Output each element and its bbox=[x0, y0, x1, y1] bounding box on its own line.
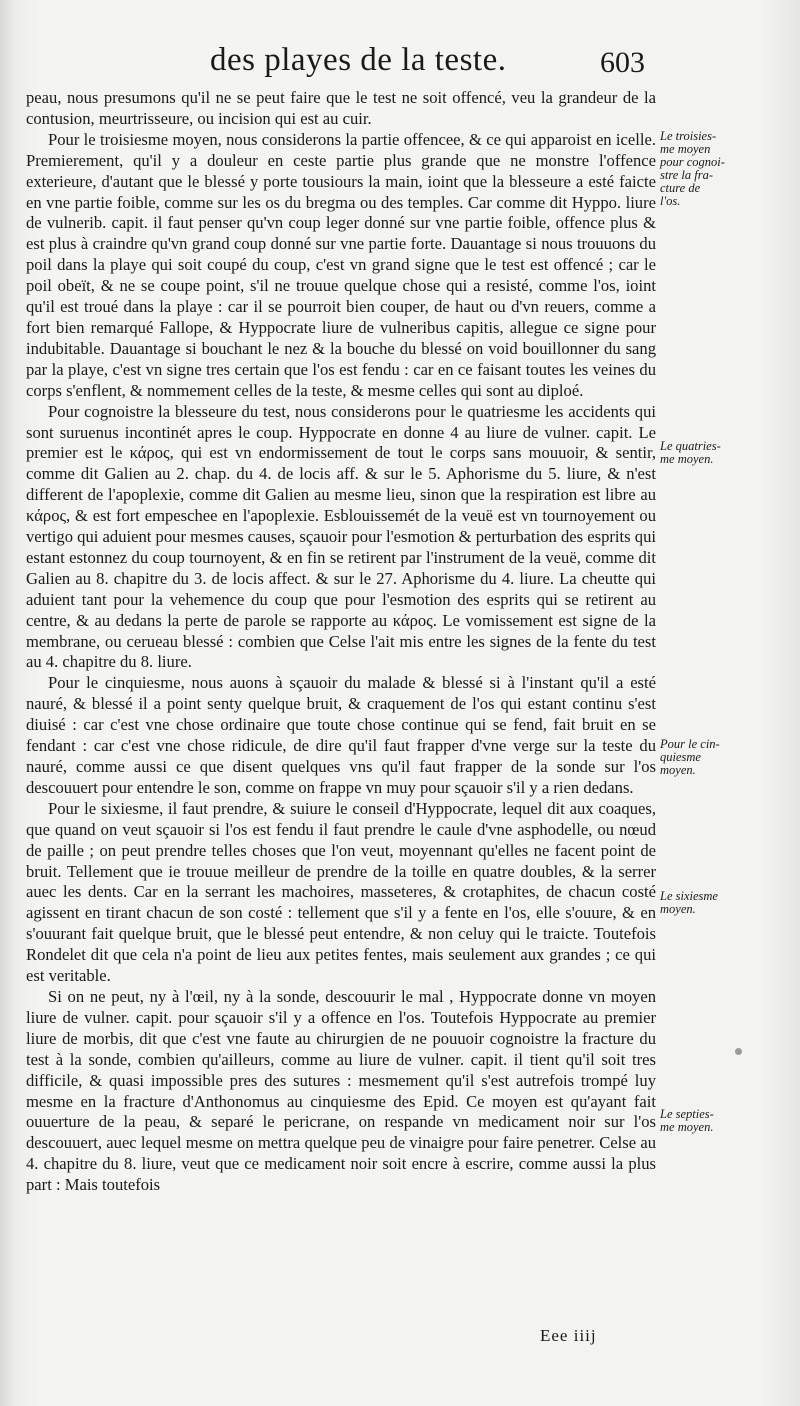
paragraph-third-means: Pour le troisiesme moyen, nous considerons la partie offencee, & ce qui apparoist en icelle. Premierement, qu'il y a douleur en ceste partie plus grande que ne monstre l'offence exterieure, d'autant que le blessé y porte tousiours la main, ioint que la blesseure a esté faicte en vne partie foible, comme sur les os du bregma ou des temples. Car comme dit Hyppo. liure de vulnerib. capit. il faut penser qu'vn coup leger donné sur vne partie foible, offence plus & est plus à craindre qu'vn grand coup donné sur vne partie forte. Dauantage si nous trouuons du poil dans la playe qui soit coupé du coup, c'est vn grand signe que le test est offencé ; car le poil obeït, & ne se coupe point, s'il ne trouue quelque chose qui a resisté, comme l'os, ioint qu'il est troué dans la playe : car il se pourroit bien couper, de haut ou d'vn reuers, comme a fort bien remarqué Fallope, & Hyppocrate liure de vulneribus capitis, allegue ce signe pour indubitable. Dauantage si bouchant le nez & la bouche du blessé on void bouillonner du sang par la playe, c'est vn signe tres certain que l'os est fendu : car en ce faisant toutes les veines du corps s'enflent, & nommement celles de la teste, & mesme celles qui sont au diploé. bbox=[26, 129, 656, 400]
page-number: 603 bbox=[600, 46, 645, 79]
paragraph-continuation: peau, nous presumons qu'il ne se peut faire que le test ne soit offencé, veu la grandeur de la contusion, meurtrisseure, ou incision qui est au cuir. bbox=[26, 88, 656, 128]
paragraph-seventh-means: Si on ne peut, ny à l'œil, ny à la sonde, descouurir le mal , Hyppocrate donne vn moyen liure de vulner. capit. pour sçauoir s'il y a offence en l'os. Toutefois Hyppocrate au premier liure de morbis, dit que c'est vne faute au chirurgien de ne pouuoir cognoistre la fracture du test à la sonde, combien qu'ailleurs, comme au liure de vulner. capit. il tient qu'il soit tres difficile, & quasi impossible pres des sutures : mesmement qu'il s'est autrefois trompé luy mesme en la fracture d'Anthonomus au cinquiesme des Epid. Ce moyen est qu'ayant fait ouuerture de la peau, & separé le pericrane, on respande vn medicament noir sur l'os descouuert, auec lequel mesme on mettra quelque peu de vinaigre pour faire penetrer. Celse au 4. chapitre du 8. liure, veut que ce medicament noir soit encre à escrire, comme aussi la plus part : Mais toutefois bbox=[26, 986, 656, 1195]
margin-note-fourth: Le quatries- me moyen. bbox=[660, 439, 721, 466]
paper-speck bbox=[735, 1048, 742, 1055]
main-text-block bbox=[26, 88, 656, 1196]
margin-note-sixth: Le sixiesme moyen. bbox=[660, 889, 718, 916]
margin-notes bbox=[660, 0, 800, 1406]
signature-mark: Eee iiij bbox=[540, 1326, 597, 1345]
margin-note-third: Le troisies- me moyen pour cognoi- stre la fra- cture de l'os. bbox=[660, 129, 725, 208]
margin-note-fifth: Pour le cin- quiesme moyen. bbox=[660, 737, 720, 777]
paragraph-fifth-means: Pour le cinquiesme, nous auons à sçauoir du malade & blessé si à l'instant qu'il a esté nauré, & blessé il a point senty quelque bruit, & craquement de l'os qui estant continu s'est diuisé : car c'est vne chose ordinaire que toute chose continue qui se fend, fait bruit en se fendant : car c'est vne chose ridicule, de dire qu'il faut frapper d'vne verge sur la teste du nauré, comme aussi ce que disent quelques vns qu'il faut frapper de la sonde sur l'os descouuert pour entendre le son, comme on frappe vn muy pour sçauoir s'il y a rien dedans. bbox=[26, 673, 656, 797]
paragraph-fourth-means: Pour cognoistre la blesseure du test, nous considerons pour le quatriesme les accidents qui sont suruenus incontinét apres le coup. Hyppocrate en donne 4 au liure de vulner. capit. Le premier est le κάρος, qui est vn endormissement de tout le corps sans mouuoir, & sentir, comme dit Galien au 2. chap. du 4. de locis aff. & sur le 5. Aphorisme du 5. liure, & n'est different de l'apoplexie, comme dit Galien au mesme lieu, sinon que la respiration est libre au κάρος, & est fort empeschee en l'apoplexie. Esblouissemét de la veuë est vn tournoyement ou vertigo qui aduient pour mesmes causes, sçauoir pour l'esmotion & perturbation des esprits qui estant estonnez du coup tournoyent, & en fin se retirent par l'instrument de la veuë, comme dit Galien au 8. chapitre du 3. de locis affect. & sur le 27. Aphorisme du 4. liure. La cheutte qui aduient tant pour la vehemence du coup que pour l'esmotion des esprits qui se retirent au centre, & au dedans la perte de parole se rapporte au κάρος. Le vomissement est signe de la membrane, ou cerueau blessé : combien que Celse l'ait mis entre les signes de la fente du test au 4. chapitre du 8. liure. bbox=[26, 401, 656, 672]
paragraph-sixth-means: Pour le sixiesme, il faut prendre, & suiure le conseil d'Hyppocrate, lequel dit aux coaques, que quand on veut sçauoir si l'os est fendu il faut prendre le caule d'vne asphodelle, ou nœud de paille ; on peut prendre telles choses que l'on veut, moyennant qu'elles ne facent point de bruit. Tellement que ie trouue meilleur de prendre de la toille en quatre doubles, & la serrer auec les dents. Car en la serrant les machoires, masseteres, & crotaphites, de chacun costé agissent en tirant chacun de son costé : tellement que s'il y a fente en l'os, elle s'ouure, & en s'ouurant fait quelque bruit, que le blessé peut entendre, & non celuy qui le traicte. Toutefois Rondelet dit que cela n'a point de lieu aux petites fentes, mais seulement aux grandes ; ce qui est veritable. bbox=[26, 798, 656, 986]
margin-note-seventh: Le septies- me moyen. bbox=[660, 1107, 714, 1134]
running-head: des playes de la teste. bbox=[210, 42, 507, 78]
